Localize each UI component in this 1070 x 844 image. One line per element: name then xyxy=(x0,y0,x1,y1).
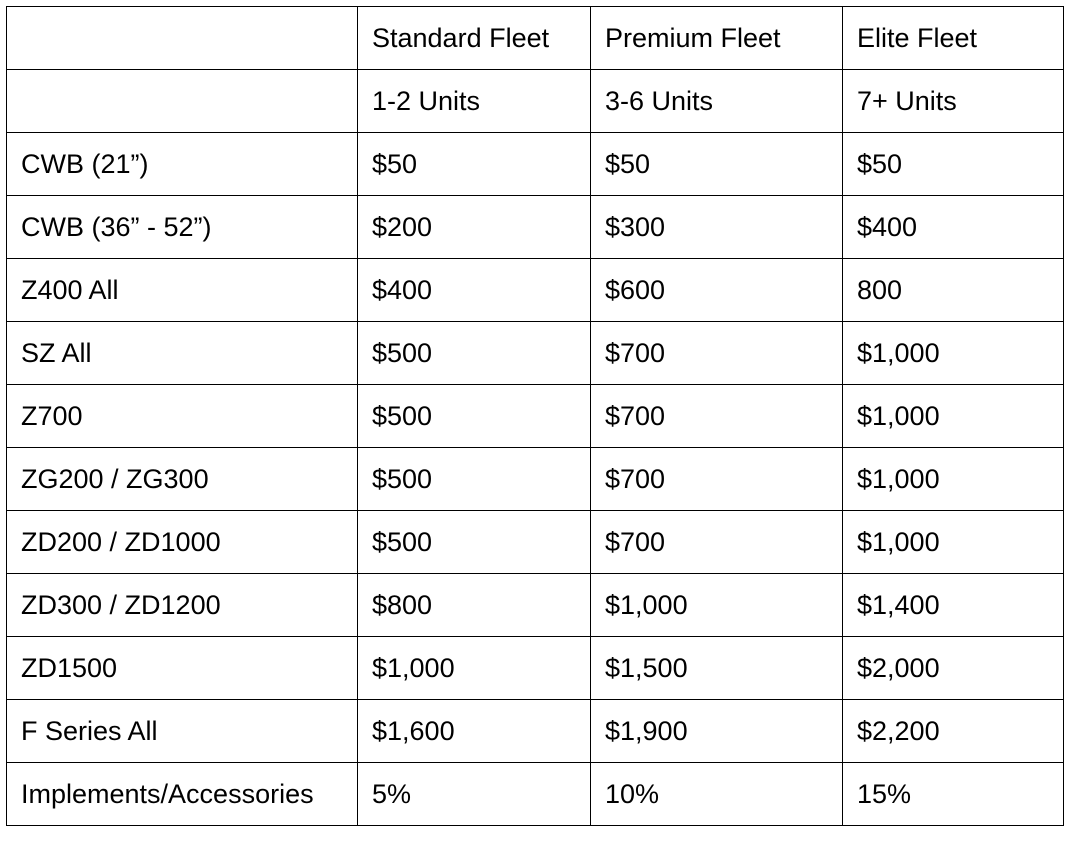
table-row xyxy=(7,637,1064,700)
row-label: ZD200 / ZD1000 xyxy=(7,511,358,574)
units-standard: 1-2 Units xyxy=(358,70,591,133)
row-label: ZD1500 xyxy=(7,637,358,700)
premium-price: $700 xyxy=(591,322,843,385)
standard-price: $50 xyxy=(358,133,591,196)
row-label: ZD300 / ZD1200 xyxy=(7,574,358,637)
table-row xyxy=(7,448,1064,511)
standard-price: $800 xyxy=(358,574,591,637)
row-label: Z400 All xyxy=(7,259,358,322)
header-premium-fleet: Premium Fleet xyxy=(591,7,843,70)
table-row xyxy=(7,385,1064,448)
premium-price: $1,000 xyxy=(591,574,843,637)
units-cell-empty xyxy=(7,70,358,133)
elite-price: $1,000 xyxy=(843,385,1064,448)
row-label: SZ All xyxy=(7,322,358,385)
elite-price: $400 xyxy=(843,196,1064,259)
standard-price: $500 xyxy=(358,511,591,574)
header-standard-fleet: Standard Fleet xyxy=(358,7,591,70)
table-row xyxy=(7,574,1064,637)
elite-price: $1,000 xyxy=(843,322,1064,385)
standard-price: $200 xyxy=(358,196,591,259)
elite-price: $2,200 xyxy=(843,700,1064,763)
premium-price: $600 xyxy=(591,259,843,322)
standard-price: $500 xyxy=(358,385,591,448)
elite-price: $50 xyxy=(843,133,1064,196)
premium-percent: 10% xyxy=(591,763,843,826)
header-cell-empty xyxy=(7,7,358,70)
elite-price: 800 xyxy=(843,259,1064,322)
table-row xyxy=(7,511,1064,574)
table-row xyxy=(7,133,1064,196)
premium-price: $300 xyxy=(591,196,843,259)
table-row xyxy=(7,196,1064,259)
premium-price: $1,500 xyxy=(591,637,843,700)
table-row xyxy=(7,259,1064,322)
standard-price: $400 xyxy=(358,259,591,322)
table-row xyxy=(7,322,1064,385)
standard-percent: 5% xyxy=(358,763,591,826)
row-label: ZG200 / ZG300 xyxy=(7,448,358,511)
elite-percent: 15% xyxy=(843,763,1064,826)
standard-price: $500 xyxy=(358,448,591,511)
units-premium: 3-6 Units xyxy=(591,70,843,133)
premium-price: $700 xyxy=(591,385,843,448)
row-label: F Series All xyxy=(7,700,358,763)
elite-price: $1,000 xyxy=(843,511,1064,574)
premium-price: $1,900 xyxy=(591,700,843,763)
standard-price: $500 xyxy=(358,322,591,385)
elite-price: $1,000 xyxy=(843,448,1064,511)
table-row xyxy=(7,700,1064,763)
premium-price: $700 xyxy=(591,511,843,574)
fleet-pricing-table xyxy=(6,6,1064,826)
standard-price: $1,600 xyxy=(358,700,591,763)
row-label: Z700 xyxy=(7,385,358,448)
row-label: CWB (21”) xyxy=(7,133,358,196)
elite-price: $2,000 xyxy=(843,637,1064,700)
premium-price: $50 xyxy=(591,133,843,196)
row-label: CWB (36” - 52”) xyxy=(7,196,358,259)
units-elite: 7+ Units xyxy=(843,70,1064,133)
header-row xyxy=(7,7,1064,70)
premium-price: $700 xyxy=(591,448,843,511)
header-elite-fleet: Elite Fleet xyxy=(843,7,1064,70)
table-row xyxy=(7,763,1064,826)
elite-price: $1,400 xyxy=(843,574,1064,637)
row-label: Implements/Accessories xyxy=(7,763,358,826)
units-row xyxy=(7,70,1064,133)
standard-price: $1,000 xyxy=(358,637,591,700)
